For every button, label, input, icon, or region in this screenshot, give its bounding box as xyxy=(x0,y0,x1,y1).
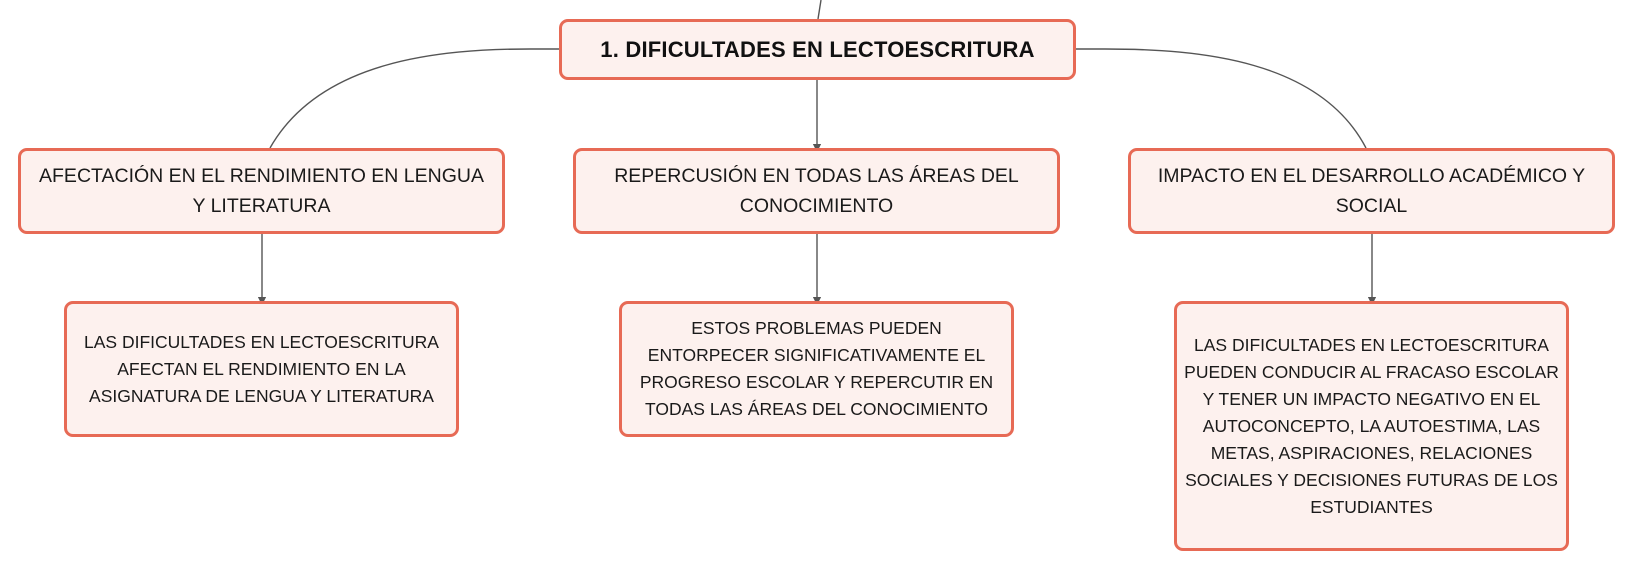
detail-text: LAS DIFICULTADES EN LECTOESCRITURA PUEDEN CONDUCIR AL FRACASO ESCOLAR Y TENER UN IMPACTO NEGATIVO EN EL AUTOCONCEPTO, LA AUTOESTIMA, LAS METAS, ASPIRACIONES, RELACIONES SOCIALES Y DECISIONES FUTURAS DE LOS ESTUDIANTES xyxy=(1184,334,1559,517)
detail-node-areas-conocimiento[interactable] xyxy=(619,301,1014,437)
detail-text: ESTOS PROBLEMAS PUEDEN ENTORPECER SIGNIFICATIVAMENTE EL PROGRESO ESCOLAR Y REPERCUTIR EN TODAS LAS ÁREAS DEL CONOCIMIENTO xyxy=(639,318,994,419)
connector-root-to-branch-1 xyxy=(270,49,559,148)
branch-node-desarrollo-academico[interactable] xyxy=(1128,148,1615,234)
branch-node-rendimiento-lengua[interactable] xyxy=(18,148,505,234)
detail-node-desarrollo-academico[interactable] xyxy=(1174,301,1569,551)
root-topic-label: 1. DIFICULTADES EN LECTOESCRITURA xyxy=(600,36,1035,62)
branch-label: AFECTACIÓN EN EL RENDIMIENTO EN LENGUA Y LITERATURA xyxy=(39,165,484,217)
root-topic-node[interactable] xyxy=(559,19,1076,80)
detail-text: LAS DIFICULTADES EN LECTOESCRITURA AFECTAN EL RENDIMIENTO EN LA ASIGNATURA DE LENGUA Y LITERATURA xyxy=(84,331,439,406)
detail-node-rendimiento-lengua[interactable] xyxy=(64,301,459,437)
branch-label: IMPACTO EN EL DESARROLLO ACADÉMICO Y SOCIAL xyxy=(1157,165,1586,217)
connector-root-to-branch-3 xyxy=(1076,49,1366,148)
branch-label: REPERCUSIÓN EN TODAS LAS ÁREAS DEL CONOCIMIENTO xyxy=(614,165,1019,217)
branch-node-areas-conocimiento[interactable] xyxy=(573,148,1060,234)
incoming-connector xyxy=(818,0,821,19)
